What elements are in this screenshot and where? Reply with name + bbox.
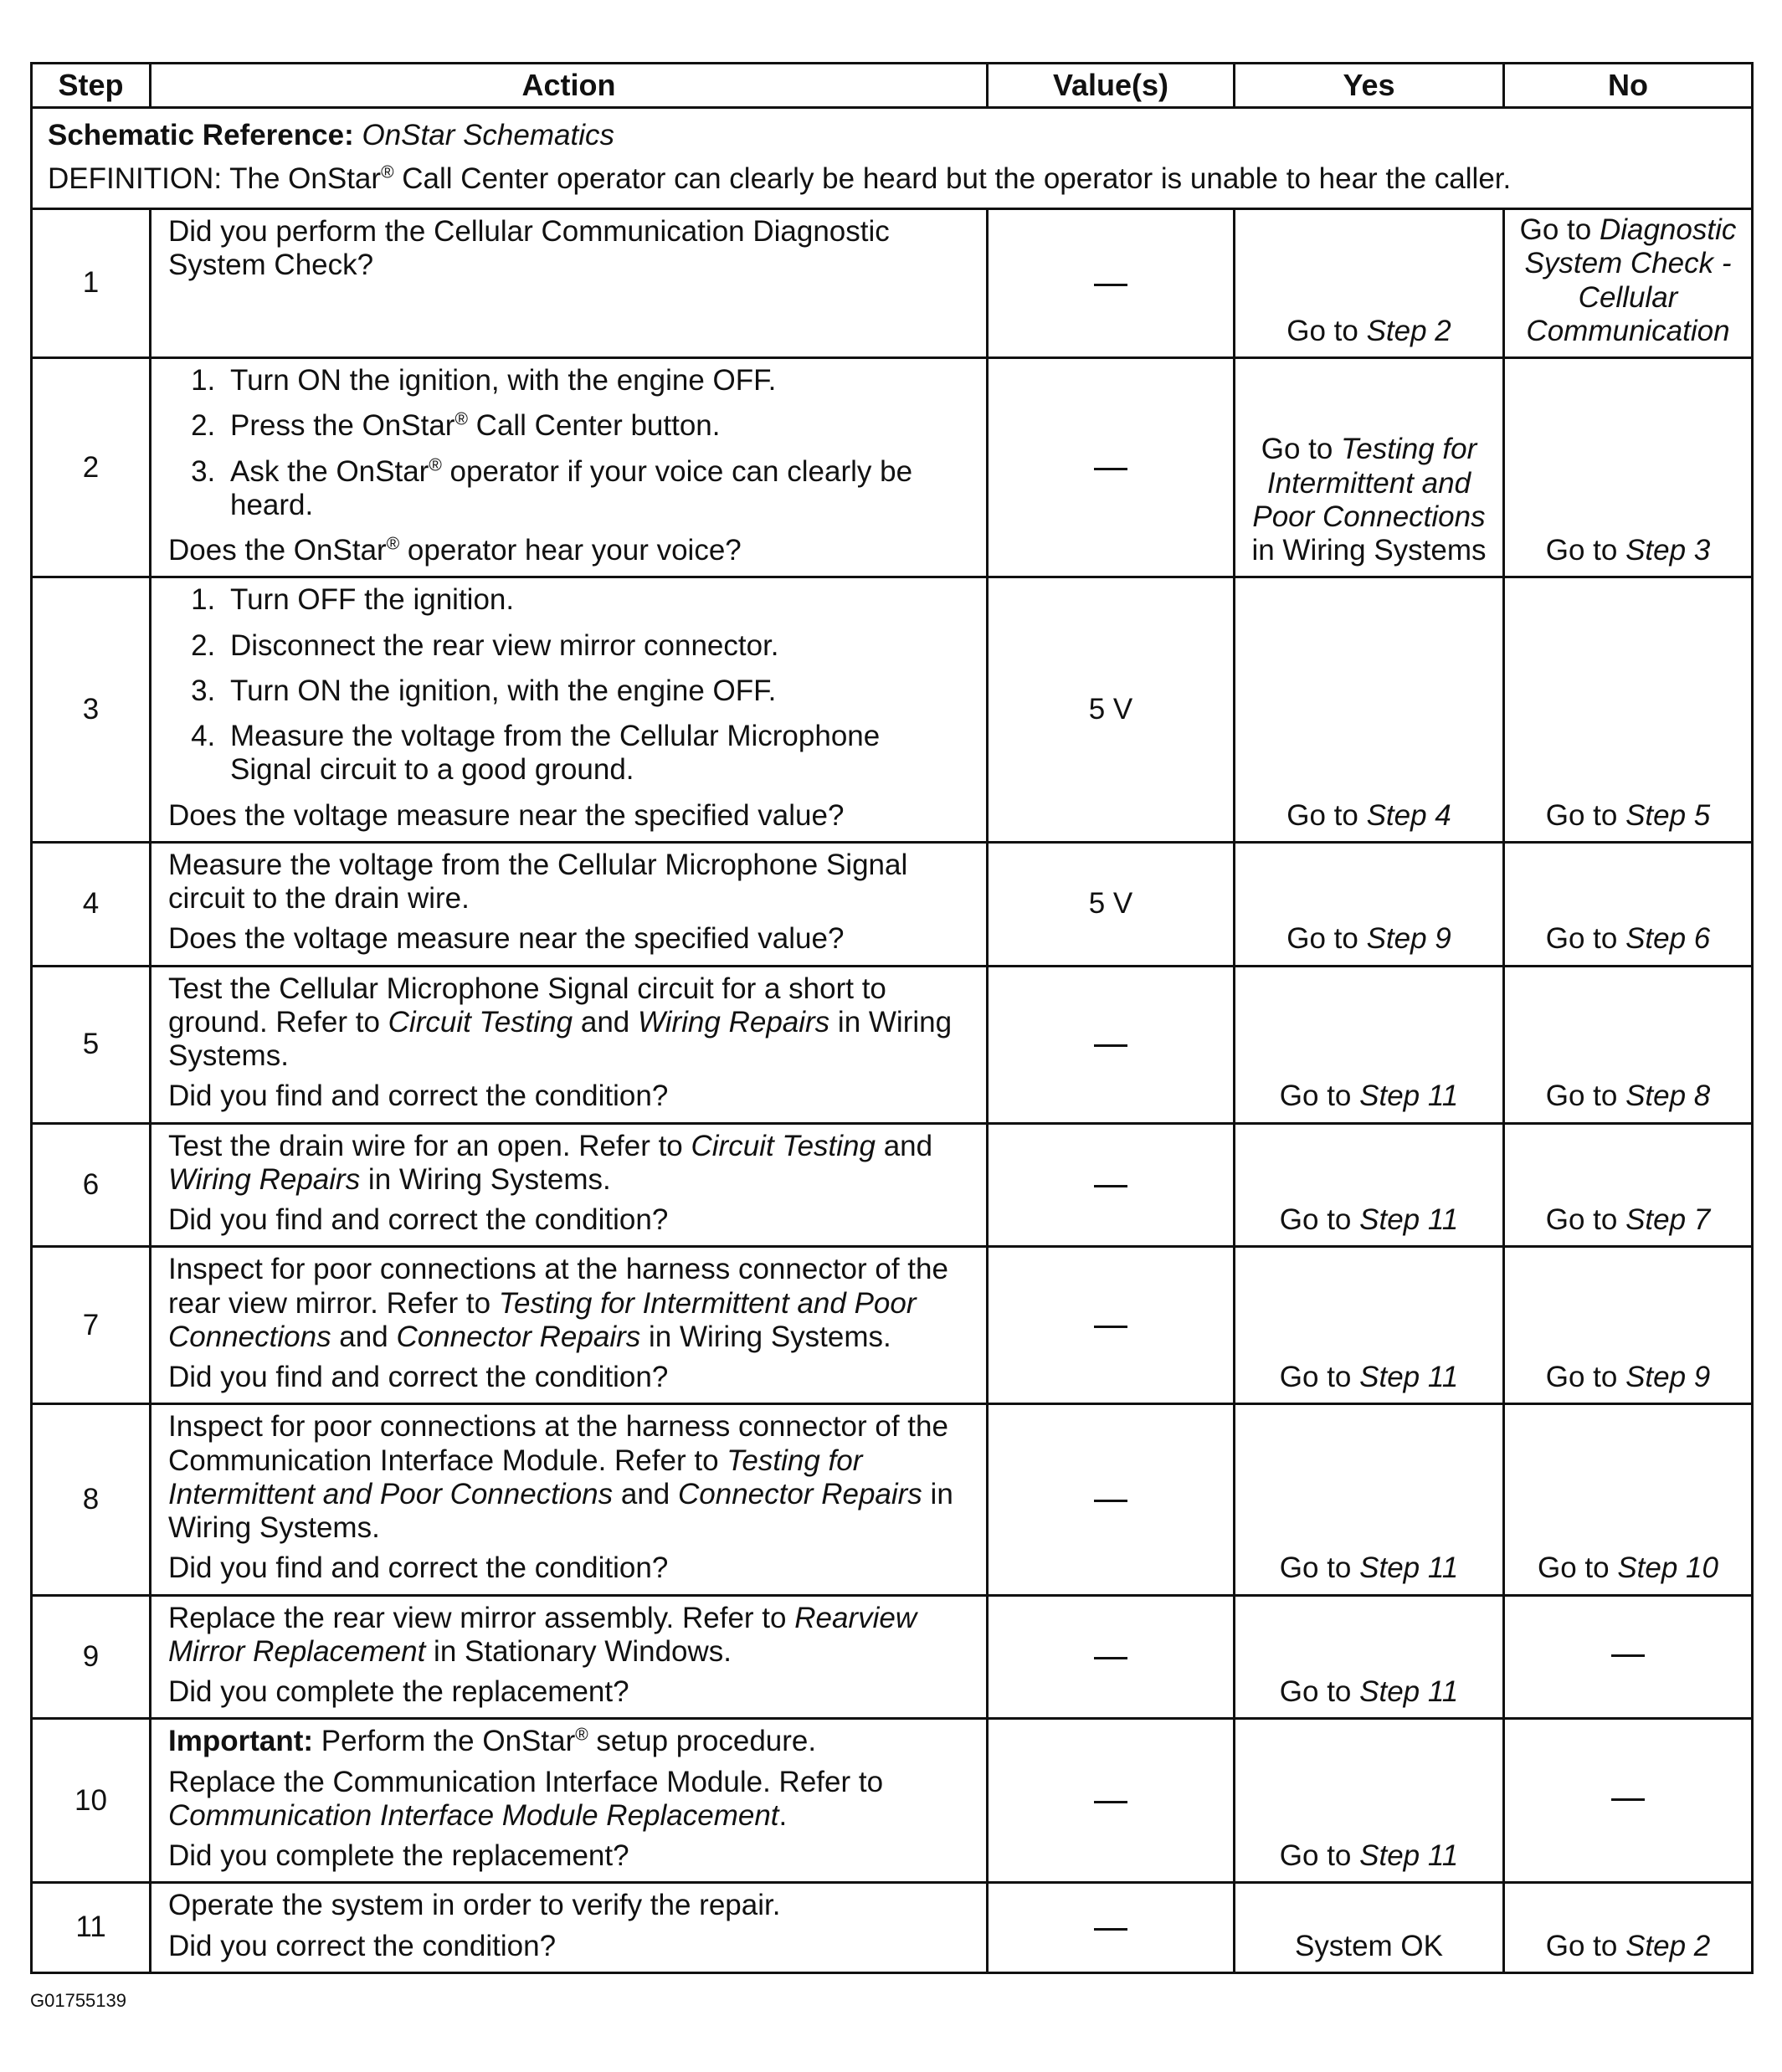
action-paragraph [168,849,968,916]
no-cell [1504,1404,1753,1595]
table-row [32,1595,1753,1719]
text-run: and [331,1320,397,1353]
schematic-reference-label: Schematic Reference: [48,119,354,151]
text-run: Go to [1279,1551,1360,1585]
text-run: Step 6 [1625,922,1711,956]
action-cell [151,1123,988,1247]
registered-mark: ® [454,409,468,429]
dash-mark [1094,1801,1127,1803]
text-run: Replace the Communication Interface Module. Refer to [168,1765,884,1798]
text-run: Go to [1538,1551,1618,1585]
text-run: Did you correct the condition? [168,1929,557,1962]
text-run: Turn ON the ignition, with the engine OFF. [230,364,777,397]
step-number: 7 [32,1247,151,1404]
text-run: Step 2 [1366,314,1451,347]
text-run: in Wiring Systems. [640,1320,891,1353]
text-run: DEFINITION: The OnStar [48,162,382,195]
text-run: Did you perform the Cellular Communication Diagnostic System Check? [168,215,890,282]
action-paragraph [168,215,968,283]
action-step [223,583,968,617]
no-cell [1504,209,1753,358]
dash-mark [1611,1654,1645,1657]
table-row [32,358,1753,577]
action-cell [151,1595,988,1719]
yes-cell [1235,1404,1504,1595]
value-text: 5 V [1088,692,1133,726]
dash-mark [1094,1326,1127,1328]
action-step [223,364,968,397]
action-paragraph [168,1410,968,1545]
text-run: Inspect for poor connections at the harness connector of the rear view mirror. Refer to [168,1253,948,1320]
text-run: Does the voltage measure near the specified value? [168,922,845,956]
table-row [32,1247,1753,1404]
action-cell [151,1719,988,1883]
table-body [32,108,1753,1973]
action-step [223,409,968,443]
text-run: Step 9 [1366,922,1451,956]
action-paragraph [168,1930,968,1963]
text-run: Press the OnStar [230,409,455,443]
text-run: and [875,1129,933,1162]
text-run: Connector Repairs [678,1477,922,1510]
definition-text [48,157,1736,201]
schematic-reference-value: OnStar Schematics [362,119,614,151]
text-run: System OK [1295,1929,1443,1962]
action-paragraph [168,1839,968,1873]
dash-mark [1094,1044,1127,1047]
text-run: Go to [1545,1929,1626,1962]
step-number: 6 [32,1123,151,1247]
text-run: Communication Interface Module Replacement [168,1798,779,1832]
action-paragraph [168,1725,968,1758]
text-run: Inspect for poor connections at the harness connector of the Communication Interface Module. Refer to [168,1410,948,1477]
action-paragraph [168,799,968,833]
text-run: Go to [1261,433,1342,466]
action-steps-list [168,364,968,522]
action-cell [151,209,988,358]
step-number: 1 [32,209,151,358]
value-cell [988,966,1235,1123]
schematic-reference [48,114,1736,157]
step-number: 8 [32,1404,151,1595]
registered-mark: ® [386,534,400,554]
action-cell [151,577,988,843]
text-run: Measure the voltage from the Cellular Microphone Signal circuit to a good ground. [230,720,881,787]
dash-mark [1094,1928,1127,1931]
action-cell [151,1247,988,1404]
text-run: Go to [1279,1080,1360,1113]
value-cell [988,1123,1235,1247]
value-cell [988,842,1235,966]
table-row [32,842,1753,966]
text-run: Ask the OnStar [230,454,429,488]
value-cell [988,209,1235,358]
dash-mark [1094,284,1127,286]
table-row [32,209,1753,358]
table-row [32,1883,1753,1973]
no-cell [1504,1595,1753,1719]
text-run: Go to [1286,798,1367,832]
value-cell [988,358,1235,577]
text-run: Did you find and correct the condition? [168,1551,669,1585]
action-paragraph [168,922,968,956]
text-run: Go to [1545,1361,1626,1393]
figure-id: G01755139 [30,1990,126,2011]
text-run: Go to [1545,798,1626,832]
text-run: Go to [1279,1675,1360,1708]
text-run: Testing for Intermittent and Poor Connections [1252,433,1486,533]
text-run: Go to [1545,1080,1626,1113]
text-run: Go to [1545,922,1626,956]
text-run: Did you complete the replacement? [168,1675,629,1708]
action-paragraph [168,1889,968,1922]
text-run: Step 11 [1359,1361,1459,1393]
value-cell [988,1404,1235,1595]
text-run: Step 11 [1359,1839,1459,1872]
action-paragraph [168,1130,968,1198]
no-cell [1504,1719,1753,1883]
table-row [32,1404,1753,1595]
reference-cell [32,108,1753,209]
text-run: Wiring Repairs [637,1005,830,1039]
dash-mark [1094,468,1127,470]
text-run: Go to [1279,1361,1360,1393]
text-run: and [613,1477,678,1510]
header-values: Value(s) [988,64,1235,108]
action-paragraph [168,534,968,567]
text-run: Replace the rear view mirror assembly. Refer to [168,1601,795,1634]
no-cell [1504,577,1753,843]
no-cell [1504,358,1753,577]
text-run: Step 9 [1625,1361,1711,1393]
text-run: setup procedure. [588,1725,817,1758]
step-number: 9 [32,1595,151,1719]
no-cell [1504,842,1753,966]
text-run: Did you find and correct the condition? [168,1080,669,1113]
step-number: 5 [32,966,151,1123]
text-run: in Wiring Systems. [168,1005,953,1072]
reference-row [32,108,1753,209]
table-row [32,1719,1753,1883]
action-cell [151,1404,988,1595]
text-run: Go to [1519,213,1600,246]
step-number: 2 [32,358,151,577]
yes-cell [1235,1595,1504,1719]
registered-mark: ® [381,162,394,182]
action-paragraph [168,1675,968,1709]
value-text: 5 V [1088,887,1133,920]
value-cell [988,1883,1235,1973]
step-number: 11 [32,1883,151,1973]
no-cell [1504,966,1753,1123]
yes-cell [1235,358,1504,577]
text-run: operator hear your voice? [399,534,742,567]
text-run: Did you find and correct the condition? [168,1203,669,1236]
text-run: Test the drain wire for an open. Refer to [168,1129,691,1162]
text-run: Step 10 [1617,1551,1718,1585]
value-cell [988,577,1235,843]
text-run: Operate the system in order to verify the repair. [168,1889,781,1922]
action-paragraph [168,1203,968,1237]
text-run: Step 11 [1359,1675,1459,1708]
value-cell [988,1719,1235,1883]
text-run: Step 11 [1359,1551,1459,1585]
action-cell [151,1883,988,1973]
text-run: . [778,1798,788,1832]
text-run: and [573,1005,638,1039]
text-run: Test the Cellular Microphone Signal circuit for a short to ground. Refer to [168,972,886,1039]
text-run: Step 5 [1625,798,1711,832]
registered-mark: ® [575,1725,588,1745]
text-run: Circuit Testing [691,1129,876,1162]
text-run: Step 8 [1625,1080,1711,1113]
table-row [32,577,1753,843]
header-row [32,64,1753,108]
text-run: Call Center operator can clearly be heard but the operator is unable to hear the caller. [393,162,1512,195]
no-cell [1504,1883,1753,1973]
step-number: 4 [32,842,151,966]
text-run: Testing for Intermittent and Poor Connections [168,1444,863,1510]
header-step: Step [32,64,151,108]
dash-mark [1611,1798,1645,1801]
action-cell [151,966,988,1123]
text-run: operator if your voice can clearly be heard. [230,454,913,521]
table-row [32,1123,1753,1247]
text-run: Step 4 [1366,798,1451,832]
action-paragraph [168,1551,968,1585]
yes-cell [1235,1247,1504,1404]
header-yes: Yes [1235,64,1504,108]
text-run: Step 2 [1625,1929,1711,1962]
yes-cell [1235,966,1504,1123]
text-run: Did you find and correct the condition? [168,1361,669,1393]
text-run: in Stationary Windows. [425,1634,732,1668]
diagnostic-table [30,62,1754,1974]
action-paragraph [168,1080,968,1113]
yes-cell [1235,1719,1504,1883]
text-run: Step 3 [1625,534,1711,567]
text-run: Disconnect the rear view mirror connector. [230,628,779,662]
text-run: in Wiring Systems [1251,534,1487,567]
text-run: Wiring Repairs [168,1162,361,1196]
dash-mark [1094,1500,1127,1502]
action-steps-list [168,583,968,787]
text-run: Go to [1286,314,1367,347]
dash-mark [1094,1657,1127,1659]
action-step [223,720,968,787]
action-paragraph [168,1602,968,1669]
yes-cell [1235,1123,1504,1247]
text-run: Go to [1545,534,1626,567]
yes-cell [1235,577,1504,843]
action-step [223,629,968,663]
yes-cell [1235,842,1504,966]
step-number: 3 [32,577,151,843]
dash-mark [1094,1185,1127,1187]
action-step [223,674,968,708]
text-run: Turn ON the ignition, with the engine OFF. [230,674,777,707]
text-run: Step 11 [1359,1080,1459,1113]
text-run: Measure the voltage from the Cellular Microphone Signal circuit to the drain wire. [168,848,908,915]
text-run: Diagnostic System Check - Cellular Communication [1524,213,1737,347]
text-run: Testing for Intermittent and Poor Connections [168,1286,917,1353]
text-run: Go to [1286,922,1367,956]
action-paragraph [168,1253,968,1354]
no-cell [1504,1247,1753,1404]
action-step [223,455,968,523]
registered-mark: ® [429,454,442,474]
text-run: Go to [1545,1203,1626,1236]
table-row [32,966,1753,1123]
value-cell [988,1595,1235,1719]
header-action: Action [151,64,988,108]
text-run: Important: [168,1725,314,1758]
text-run: Did you complete the replacement? [168,1839,629,1872]
text-run: Step 7 [1625,1203,1711,1236]
yes-cell [1235,1883,1504,1973]
text-run: Go to [1279,1203,1360,1236]
text-run: Perform the OnStar [313,1725,576,1758]
text-run: Does the voltage measure near the specified value? [168,798,845,832]
no-cell [1504,1123,1753,1247]
text-run: in Wiring Systems. [360,1162,611,1196]
action-paragraph [168,1766,968,1834]
action-cell [151,842,988,966]
yes-cell [1235,209,1504,358]
header-no: No [1504,64,1753,108]
text-run: Step 11 [1359,1203,1459,1236]
text-run: Circuit Testing [388,1005,573,1039]
text-run: Turn OFF the ignition. [230,583,515,617]
step-number: 10 [32,1719,151,1883]
text-run: Call Center button. [467,409,721,443]
value-cell [988,1247,1235,1404]
text-run: Does the OnStar [168,534,387,567]
text-run: in Wiring Systems. [168,1477,953,1544]
action-paragraph [168,972,968,1074]
text-run: Go to [1279,1839,1360,1872]
text-run: Connector Repairs [396,1320,641,1353]
action-cell [151,358,988,577]
text-run: Rearview Mirror Replacement [168,1601,917,1668]
action-paragraph [168,1361,968,1394]
